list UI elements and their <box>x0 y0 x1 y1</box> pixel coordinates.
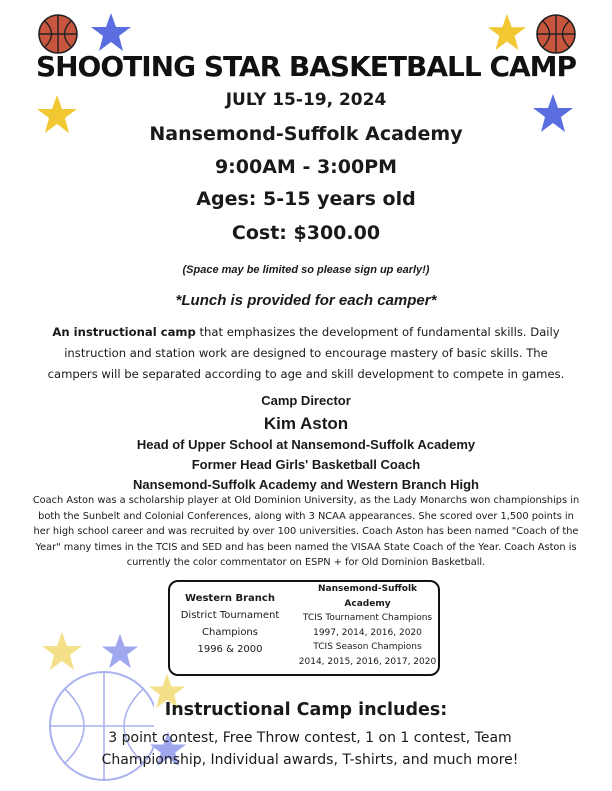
western-branch-line: 1996 & 2000 <box>197 644 263 655</box>
includes-text: 3 point contest, Free Throw contest, 1 on 1 contest, Team Championship, Individual awards, T-shirts, and much more! <box>101 730 519 768</box>
intro-bold: An instructional camp <box>52 325 196 339</box>
nsa-title: Nansemond-Suffolk Academy <box>317 584 418 609</box>
nsa-line: TCIS Season Champions <box>313 642 422 652</box>
director-name: Kim Aston <box>263 414 349 433</box>
camp-dates: JULY 15-19, 2024 <box>225 90 387 110</box>
includes-title: Instructional Camp includes: <box>164 700 448 720</box>
director-role: Nansemond-Suffolk Academy and Western Branch High <box>132 477 479 492</box>
intro-paragraph <box>40 322 572 385</box>
nsa-column <box>295 582 440 669</box>
western-branch-line: Champions <box>202 627 258 638</box>
camp-location: Nansemond-Suffolk Academy <box>149 123 463 145</box>
lunch-note: *Lunch is provided for each camper* <box>175 292 437 309</box>
camp-ages: Ages: 5-15 years old <box>196 188 416 210</box>
director-role: Former Head Girls' Basketball Coach <box>191 457 421 472</box>
camp-hours: 9:00AM - 3:00PM <box>214 156 398 178</box>
star-icon <box>486 11 528 53</box>
basketball-icon <box>535 13 577 55</box>
western-branch-line: District Tournament <box>180 610 280 621</box>
space-note: (Space may be limited so please sign up early!) <box>182 264 430 276</box>
star-icon <box>100 632 140 670</box>
basketball-icon <box>37 13 79 55</box>
western-branch-title: Western Branch <box>185 593 275 604</box>
director-bio: Coach Aston was a scholarship player at Old Dominion University, as the Lady Monarchs won championships in both the Sunbelt and Colonial Conferences, along with 3 NCAA appearances. She scored over 1,500 points in her high school career and was recruited by over 100 universities. Coach Aston has been named "Coach of the Year" many times in the TCIS and SED and has been named the VISAA State Coach of the Year. Coach Aston is currently the color commentator on ESPN + for Old Dominion Basketball. <box>32 495 580 568</box>
western-branch-column <box>170 590 290 658</box>
director-role: Head of Upper School at Nansemond-Suffolk Academy <box>136 437 476 452</box>
star-icon <box>89 11 133 53</box>
championships-box <box>168 580 440 676</box>
camp-cost: Cost: $300.00 <box>231 222 381 244</box>
nsa-line: 1997, 2014, 2016, 2020 <box>313 627 422 638</box>
intro-text: that emphasizes the development of fundamental skills. Daily instruction and station work are designed to encourage mastery of basic skills. The campers will be separated according to age and skill development to compete in games. <box>47 325 565 381</box>
director-label: Camp Director <box>261 393 351 408</box>
nsa-line: 2014, 2015, 2016, 2017, 2020 <box>298 656 437 667</box>
page-title: SHOOTING STAR BASKETBALL CAMP <box>35 50 577 83</box>
nsa-line: TCIS Tournament Champions <box>302 613 433 623</box>
